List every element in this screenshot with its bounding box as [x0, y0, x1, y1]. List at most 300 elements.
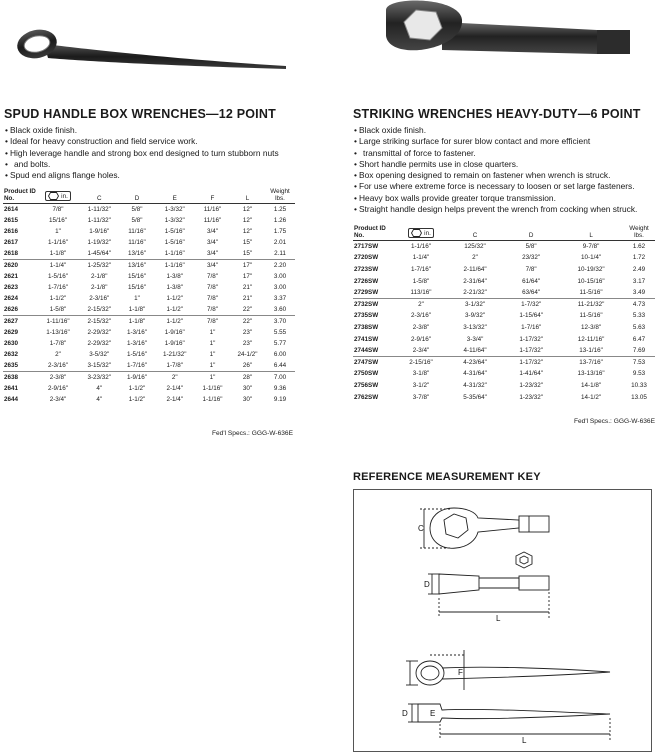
cell-d: 1-17/32"	[519, 358, 543, 366]
cell-c: 4"	[96, 384, 103, 392]
cell-w: 3.00	[273, 272, 287, 280]
cell-l: 12-3/8"	[581, 323, 602, 331]
cell-pid: 2627	[4, 317, 19, 325]
ref-label-l-spud: L	[522, 736, 527, 745]
cell-c: 3-3/4"	[466, 335, 484, 343]
cell-w: 3.17	[632, 277, 646, 285]
cell-c: 4-23/64"	[463, 358, 487, 366]
cell-c: 5-35/64"	[463, 393, 487, 401]
cell-l: 12-11/16"	[577, 335, 605, 343]
cell-w: 7.69	[623, 345, 655, 357]
left-feature-item: • Spud end aligns flange holes.	[5, 170, 305, 181]
table-header-row	[3, 188, 295, 204]
cell-w: 6.47	[632, 335, 646, 343]
table-row	[353, 275, 655, 287]
cell-e: 2-1/4"	[166, 384, 184, 392]
cell-w: 5.77	[273, 339, 287, 347]
cell-d: 1-3/16"	[126, 339, 148, 347]
cell-l: 10-19/32"	[577, 265, 605, 273]
table-row	[353, 310, 655, 322]
cell-d: 1"	[134, 295, 140, 303]
cell-e: 1-7/8"	[154, 360, 195, 371]
cell-in: 1-7/16"	[410, 265, 432, 273]
cell-in: 3-7/8"	[412, 393, 430, 401]
table-row	[3, 304, 295, 315]
cell-w: 9.53	[632, 370, 646, 378]
cell-l: 10-1/4"	[581, 254, 602, 262]
cell-pid: 2732SW	[354, 301, 379, 309]
header-c: C	[447, 225, 503, 241]
cell-f: 7/8"	[206, 272, 218, 280]
cell-pid: 2741SW	[354, 335, 379, 343]
cell-in: 2-3/16"	[37, 360, 79, 371]
cell-pid: 2621	[4, 272, 19, 280]
table-row	[353, 241, 655, 253]
cell-c: 2-1/8"	[90, 283, 108, 291]
right-feature-item: • Box opening designed to remain on fastener when wrench is struck.	[354, 170, 659, 181]
right-section-title: STRIKING WRENCHES HEAVY-DUTY—6 POINT	[353, 107, 641, 121]
cell-d: 1-41/64"	[519, 370, 543, 378]
table-row	[3, 204, 295, 215]
cell-c: 2-15/32"	[87, 317, 112, 325]
cell-pid: 2615	[4, 216, 19, 224]
cell-in: 1-1/2"	[49, 295, 67, 303]
cell-l: 23"	[242, 328, 253, 336]
cell-w: 5.55	[273, 328, 287, 336]
table-row	[353, 264, 655, 276]
cell-c: 4"	[96, 395, 103, 403]
cell-l: 15"	[242, 239, 253, 247]
cell-d: 1-1/2"	[128, 384, 146, 392]
hexagon-icon	[411, 229, 422, 237]
cell-l: 12"	[242, 227, 253, 235]
cell-l: 13-13/16"	[577, 370, 605, 378]
cell-w: 3.00	[273, 283, 287, 291]
cell-f: 3/4"	[206, 261, 218, 269]
cell-pid: 2747SW	[354, 358, 379, 366]
cell-f: 1"	[209, 351, 216, 359]
cell-pid: 2641	[4, 384, 19, 392]
cell-in: 1-1/4"	[412, 254, 430, 262]
cell-in: 1-7/16"	[47, 283, 69, 291]
ref-label-c: C	[418, 524, 424, 533]
ref-label-f: F	[458, 668, 463, 677]
cell-l: 26"	[230, 360, 265, 371]
cell-w: 2.20	[273, 261, 287, 269]
header-c: C	[79, 188, 120, 204]
table-row	[3, 215, 295, 226]
cell-d: 1-17/32"	[503, 345, 559, 357]
cell-l: 12"	[242, 216, 253, 224]
cell-d: 1-23/32"	[519, 381, 543, 389]
header-l: L	[230, 188, 265, 204]
right-feature-item: • Short handle permits use in close quarters.	[354, 159, 659, 170]
cell-d: 1-1/8"	[120, 304, 155, 315]
cell-in: 1-1/16"	[410, 243, 432, 251]
cell-w: 2.11	[265, 248, 295, 259]
cell-l: 10-15/16"	[577, 277, 605, 285]
cell-e: 1-1/2"	[166, 317, 184, 325]
cell-e: 1-5/16"	[164, 239, 185, 247]
cell-in: 1-5/8"	[412, 277, 430, 285]
table-row	[353, 333, 655, 345]
reference-key-title: REFERENCE MEASUREMENT KEY	[353, 471, 541, 483]
cell-d: 61/64"	[522, 277, 541, 285]
cell-e: 1-1/16"	[154, 248, 195, 259]
cell-d: 15/16"	[128, 272, 146, 280]
table-row	[353, 252, 655, 264]
cell-c: 2-1/8"	[90, 272, 108, 280]
cell-l: 21"	[242, 295, 253, 303]
cell-e: 1-9/16"	[164, 339, 185, 347]
cell-d: 1-1/2"	[128, 395, 146, 403]
table-row	[3, 237, 295, 248]
cell-e: 2"	[171, 373, 178, 381]
cell-pid: 2744SW	[353, 345, 395, 357]
cell-c: 3-9/32"	[465, 312, 486, 320]
cell-l: 11-21/32"	[577, 301, 605, 309]
cell-w: 9.36	[273, 384, 287, 392]
cell-in: 1-7/8"	[49, 339, 67, 347]
cell-d: 1-15/64"	[519, 312, 543, 320]
header-l: L	[559, 225, 623, 241]
striking-wrench-image	[382, 0, 632, 65]
cell-w: 6.00	[273, 351, 287, 359]
cell-f: 3/4"	[206, 227, 218, 235]
cell-c: 3-5/32"	[89, 351, 110, 359]
table-header-row	[353, 225, 655, 241]
cell-d: 5/8"	[525, 243, 537, 251]
cell-in: 1-1/4"	[49, 261, 67, 269]
cell-e: 1-3/32"	[164, 205, 185, 213]
cell-f: 1"	[209, 373, 216, 381]
cell-pid: 2750SW	[354, 370, 379, 378]
cell-f: 3/4"	[195, 248, 230, 259]
cell-in: 2-3/8"	[49, 373, 67, 381]
table-row	[3, 226, 295, 237]
cell-l: 9-7/8"	[582, 243, 600, 251]
left-feature-item: • and bolts.	[5, 159, 305, 170]
cell-pid: 2723SW	[354, 265, 379, 273]
cell-e: 1-1/2"	[166, 295, 184, 303]
cell-in: 2-3/4"	[49, 395, 67, 403]
cell-pid: 2629	[4, 328, 19, 336]
cell-f: 1"	[209, 328, 216, 336]
cell-c: 2-11/64"	[463, 265, 487, 273]
cell-e: 1-1/16"	[164, 261, 185, 269]
cell-pid: 2617	[4, 239, 19, 247]
cell-in: 2"	[418, 301, 424, 309]
cell-d: 63/64"	[503, 287, 559, 299]
cell-d: 1-23/32"	[519, 393, 543, 401]
table-row	[353, 322, 655, 334]
cell-d: 1-7/16"	[521, 323, 542, 331]
cell-f: 11/16"	[203, 216, 222, 224]
cell-e: 1-9/16"	[164, 328, 185, 336]
cell-e: 1-3/8"	[166, 283, 184, 291]
table-row	[353, 287, 655, 299]
cell-l: 30"	[242, 395, 253, 403]
cell-pid: 2644	[4, 395, 19, 403]
cell-d: 1-9/16"	[126, 373, 148, 381]
cell-e: 2-1/4"	[166, 395, 184, 403]
cell-pid: 2720SW	[354, 254, 379, 262]
cell-f: 7/8"	[206, 317, 218, 325]
cell-l: 21"	[242, 283, 253, 291]
cell-c: 2-21/32"	[447, 287, 503, 299]
table-row	[353, 345, 655, 357]
left-feature-item: • Ideal for heavy construction and field service work.	[5, 136, 305, 147]
cell-w: 7.00	[273, 373, 287, 381]
cell-d: 11/16"	[128, 239, 146, 247]
cell-in: 2-3/16"	[410, 312, 432, 320]
hex-size-badge	[45, 191, 71, 201]
cell-pid: 2620	[4, 261, 19, 269]
cell-e: 1-3/8"	[166, 272, 184, 280]
cell-l: 30"	[242, 384, 253, 392]
table-row	[3, 349, 295, 360]
cell-l: 22"	[242, 317, 253, 325]
header-product-id: Product ID No.	[353, 225, 395, 241]
cell-w: 1.62	[632, 243, 646, 251]
cell-c: 1-19/32"	[87, 239, 112, 247]
cell-e: 1-21/32"	[162, 351, 187, 359]
striking-wrench-spec-table	[353, 225, 655, 403]
left-fed-specs: Fed'l Specs.: GGG-W-636E	[211, 430, 293, 437]
cell-in: 1-5/8"	[37, 304, 79, 315]
cell-c: 2-3/16"	[89, 295, 110, 303]
cell-pid: 2729SW	[353, 287, 395, 299]
table-row	[3, 271, 295, 282]
cell-l: 11-5/16"	[579, 312, 603, 320]
table-row	[353, 298, 655, 310]
cell-in: 1-5/16"	[47, 272, 69, 280]
cell-f: 1"	[195, 360, 230, 371]
right-feature-item: • Heavy box walls provide greater torque transmission.	[354, 193, 659, 204]
table-row	[3, 293, 295, 304]
cell-d: 13/16"	[128, 261, 146, 269]
ref-label-e: E	[430, 709, 436, 718]
cell-pid: 2726SW	[354, 277, 379, 285]
cell-pid: 2735SW	[354, 312, 379, 320]
cell-e: 1-1/2"	[154, 304, 195, 315]
right-feature-item: • Black oxide finish.	[354, 125, 659, 136]
cell-pid: 2762SW	[354, 393, 379, 401]
cell-pid: 2717SW	[354, 243, 379, 251]
cell-e: 1-3/32"	[164, 216, 185, 224]
cell-in: 2-9/16"	[410, 335, 432, 343]
cell-c: 2-29/32"	[87, 339, 112, 347]
cell-in: 1-1/8"	[37, 248, 79, 259]
cell-c: 1-11/32"	[87, 205, 111, 213]
cell-in: 3-1/2"	[412, 381, 430, 389]
cell-pid: 2623	[4, 283, 19, 291]
cell-in: 1"	[55, 227, 61, 235]
cell-in: 3-1/8"	[412, 370, 430, 378]
cell-l: 22"	[230, 304, 265, 315]
cell-pid: 2626	[3, 304, 37, 315]
cell-f: 11/16"	[203, 205, 222, 213]
table-row	[3, 394, 295, 405]
cell-c: 3-1/32"	[465, 301, 486, 309]
cell-w: 7.53	[632, 358, 646, 366]
table-row	[3, 282, 295, 293]
table-row	[3, 315, 295, 326]
cell-w: 2.01	[273, 239, 287, 247]
cell-l: 13-7/16"	[579, 358, 603, 366]
cell-w: 1.26	[273, 216, 287, 224]
cell-l: 24-1/2"	[237, 351, 258, 359]
table-row	[3, 360, 295, 371]
cell-l: 12"	[242, 205, 253, 213]
cell-pid: 2616	[4, 227, 19, 235]
cell-d: 5/8"	[131, 216, 143, 224]
cell-w: 3.60	[265, 304, 295, 315]
cell-d: 1-7/16"	[120, 360, 155, 371]
cell-w: 4.73	[632, 301, 646, 309]
header-d: D	[120, 188, 155, 204]
cell-pid: 2624	[4, 295, 19, 303]
cell-c: 1-9/16"	[89, 227, 110, 235]
cell-pid: 2618	[3, 248, 37, 259]
cell-c: 1-45/64"	[79, 248, 120, 259]
right-feature-item: • For use where extreme force is necessary to loosen or set large fasteners.	[354, 181, 659, 192]
table-row	[353, 356, 655, 368]
reference-diagram-drawing	[354, 490, 651, 751]
cell-pid: 2632	[4, 351, 19, 359]
cell-pid: 2638	[4, 373, 19, 381]
hex-size-badge	[408, 228, 434, 238]
cell-c: 4-31/64"	[463, 370, 487, 378]
cell-w: 1.72	[632, 254, 646, 262]
cell-d: 15/16"	[128, 283, 146, 291]
cell-f: 7/8"	[206, 283, 218, 291]
table-row	[3, 248, 295, 259]
cell-l: 15"	[230, 248, 265, 259]
cell-in: 1-1/16"	[47, 239, 69, 247]
cell-c: 2-31/64"	[463, 277, 487, 285]
cell-l: 17"	[242, 272, 253, 280]
table-row	[353, 368, 655, 380]
left-section-title: SPUD HANDLE BOX WRENCHES—12 POINT	[4, 107, 276, 121]
cell-w: 5.63	[632, 323, 646, 331]
left-feature-list	[5, 125, 305, 181]
right-fed-specs: Fed'l Specs.: GGG-W-636E	[573, 418, 655, 425]
cell-d: 7/8"	[525, 265, 537, 273]
cell-l: 11-5/16"	[559, 287, 623, 299]
table-row	[3, 327, 295, 338]
cell-w: 3.37	[273, 295, 287, 303]
cell-l: 23"	[242, 339, 253, 347]
cell-d: 13/16"	[120, 248, 155, 259]
ref-label-d: D	[424, 580, 430, 589]
cell-c: 4-11/64"	[447, 345, 503, 357]
cell-c: 2"	[472, 254, 478, 262]
cell-in: 2-3/8"	[412, 323, 430, 331]
cell-w: 13.05	[631, 393, 647, 401]
cell-w: 2.49	[632, 265, 646, 273]
right-feature-item: • Straight handle design helps prevent the wrench from cocking when struck.	[354, 204, 659, 215]
header-e: E	[154, 188, 195, 204]
cell-f: 7/8"	[195, 304, 230, 315]
cell-l: 14-1/8"	[581, 381, 602, 389]
cell-pid: 2756SW	[354, 381, 379, 389]
cell-pid: 2630	[4, 339, 19, 347]
cell-pid: 2738SW	[354, 323, 379, 331]
table-row	[3, 338, 295, 349]
left-feature-item: • High leverage handle and strong box end designed to turn stubborn nuts	[5, 148, 305, 159]
cell-c: 4-31/32"	[463, 381, 487, 389]
cell-l: 28"	[242, 373, 253, 381]
cell-c: 3-13/32"	[463, 323, 487, 331]
header-hex-size	[37, 188, 79, 204]
right-feature-item: • transmittal of force to fastener.	[354, 148, 659, 159]
cell-in: 113/16"	[395, 287, 447, 299]
table-row	[353, 380, 655, 392]
cell-c: 3-23/32"	[87, 373, 112, 381]
header-product-id: Product ID No.	[4, 188, 36, 202]
header-weight: Weight lbs.	[265, 188, 295, 204]
header-f: F	[195, 188, 230, 204]
spud-wrench-image	[4, 22, 289, 82]
hex-size-label: in.	[424, 229, 431, 237]
hexagon-icon	[48, 192, 59, 200]
cell-c: 3-15/32"	[79, 360, 120, 371]
cell-in: 15/16"	[49, 216, 67, 224]
cell-c: 1-25/32"	[87, 261, 112, 269]
header-hex-size	[395, 225, 447, 241]
cell-w: 3.70	[273, 317, 287, 325]
cell-w: 1.75	[273, 227, 287, 235]
cell-in: 1-13/16"	[46, 328, 70, 336]
table-row	[3, 371, 295, 382]
table-row	[3, 259, 295, 270]
cell-c: 125/32"	[464, 243, 486, 251]
cell-c: 2-15/32"	[79, 304, 120, 315]
cell-in: 2-15/16"	[409, 358, 433, 366]
cell-f: 3/4"	[206, 239, 218, 247]
ref-label-l: L	[496, 614, 501, 623]
right-feature-list	[354, 125, 659, 215]
cell-in: 2-9/16"	[47, 384, 69, 392]
cell-d: 5/8"	[131, 205, 143, 213]
cell-in: 1-11/16"	[46, 317, 70, 325]
cell-e: 1-5/16"	[164, 227, 185, 235]
cell-l: 13-1/16"	[559, 345, 623, 357]
cell-w: 3.49	[623, 287, 655, 299]
ref-label-d-spud: D	[402, 709, 408, 718]
cell-f: 1-1/16"	[202, 395, 223, 403]
header-d: D	[503, 225, 559, 241]
cell-f: 1"	[209, 339, 216, 347]
right-feature-item: • Large striking surface for surer blow contact and more efficient	[354, 136, 659, 147]
left-feature-item: • Black oxide finish.	[5, 125, 305, 136]
cell-w: 10.33	[631, 381, 647, 389]
cell-c: 2-29/32"	[87, 328, 112, 336]
spud-wrench-spec-table	[3, 188, 295, 405]
table-row	[353, 391, 655, 403]
cell-d: 1-1/8"	[128, 317, 146, 325]
cell-d: 1-5/16"	[126, 351, 148, 359]
cell-w: 5.33	[632, 312, 646, 320]
reference-key-diagram	[353, 489, 652, 752]
table-row	[3, 383, 295, 394]
cell-in: 7/8"	[52, 205, 64, 213]
header-weight: Weight lbs.	[623, 225, 655, 241]
hex-size-label: in.	[61, 192, 68, 200]
cell-pid: 2635	[3, 360, 37, 371]
cell-in: 2-3/4"	[395, 345, 447, 357]
